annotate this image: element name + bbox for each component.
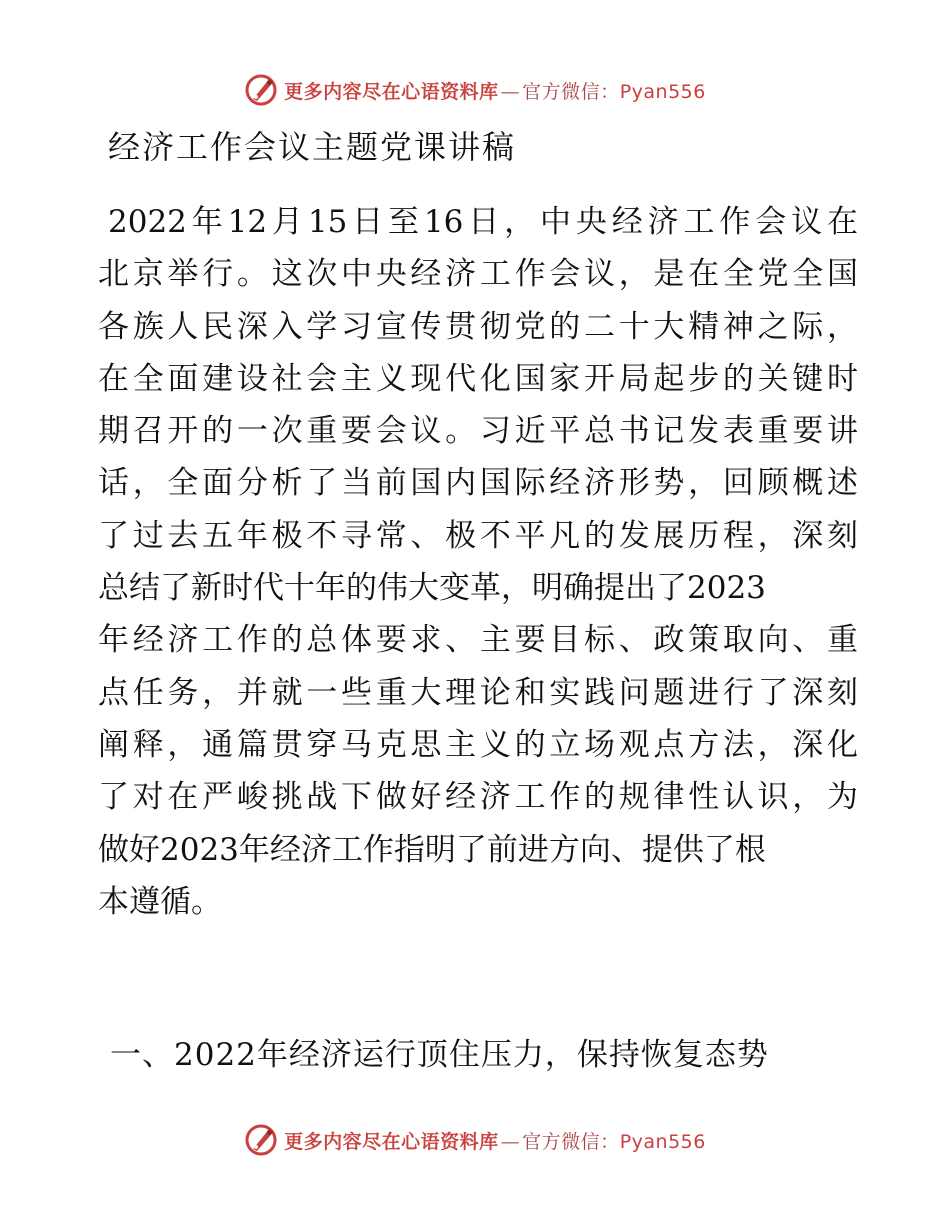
- paragraph-line: 2022年12月15日至16日，中央经济工作会议在: [108, 204, 858, 240]
- watermark-dash: —: [500, 80, 521, 103]
- watermark-handle: Pyan556: [619, 80, 706, 103]
- watermark-brand: 更多内容尽在心语资料库: [284, 1130, 499, 1153]
- watermark-text: [284, 1127, 706, 1154]
- watermark-brand: 更多内容尽在心语资料库: [284, 80, 499, 103]
- paragraph-line: 年经济工作的总体要求、主要目标、政策取向、重: [98, 622, 858, 659]
- watermark-official: 官方微信：: [522, 80, 620, 103]
- paragraph-line: 本遵循。: [98, 883, 222, 920]
- paragraph-line: 做好2023年经济工作指明了前进方向、提供了根: [98, 831, 766, 868]
- watermark-handle: Pyan556: [619, 1130, 706, 1153]
- paragraph-line: 期召开的一次重要会议。习近平总书记发表重要讲: [98, 413, 858, 450]
- body-paragraph: [98, 196, 858, 928]
- paragraph-line: 话，全面分析了当前国内国际经济形势，回顾概述: [98, 465, 858, 502]
- watermark-text: [284, 77, 706, 104]
- pen-logo-icon: [244, 1123, 278, 1157]
- header-watermark: [0, 70, 950, 110]
- paragraph-line: 阐释，通篇贯穿马克思主义的立场观点方法，深化: [98, 726, 858, 763]
- watermark-dash: —: [500, 1130, 521, 1153]
- section-heading: 一、2022年经济运行顶住压力，保持恢复态势: [110, 1037, 769, 1073]
- paragraph-line: 北京举行。这次中央经济工作会议，是在全党全国: [98, 256, 858, 293]
- paragraph-line: 各族人民深入学习宣传贯彻党的二十大精神之际，: [98, 308, 858, 345]
- paragraph-line: 了对在严峻挑战下做好经济工作的规律性认识，为: [98, 779, 858, 816]
- paragraph-line: 了过去五年极不寻常、极不平凡的发展历程，深刻: [98, 517, 858, 554]
- paragraph-line: 总结了新时代十年的伟大变革，明确提出了2023: [98, 570, 766, 607]
- watermark-official: 官方微信：: [522, 1130, 620, 1153]
- paragraph-line: 点任务，并就一些重大理论和实践问题进行了深刻: [98, 674, 858, 711]
- document-title: 经济工作会议主题党课讲稿: [108, 128, 517, 166]
- footer-watermark: [0, 1120, 950, 1160]
- paragraph-line: 在全面建设社会主义现代化国家开局起步的关键时: [98, 360, 858, 397]
- pen-logo-icon: [244, 73, 278, 107]
